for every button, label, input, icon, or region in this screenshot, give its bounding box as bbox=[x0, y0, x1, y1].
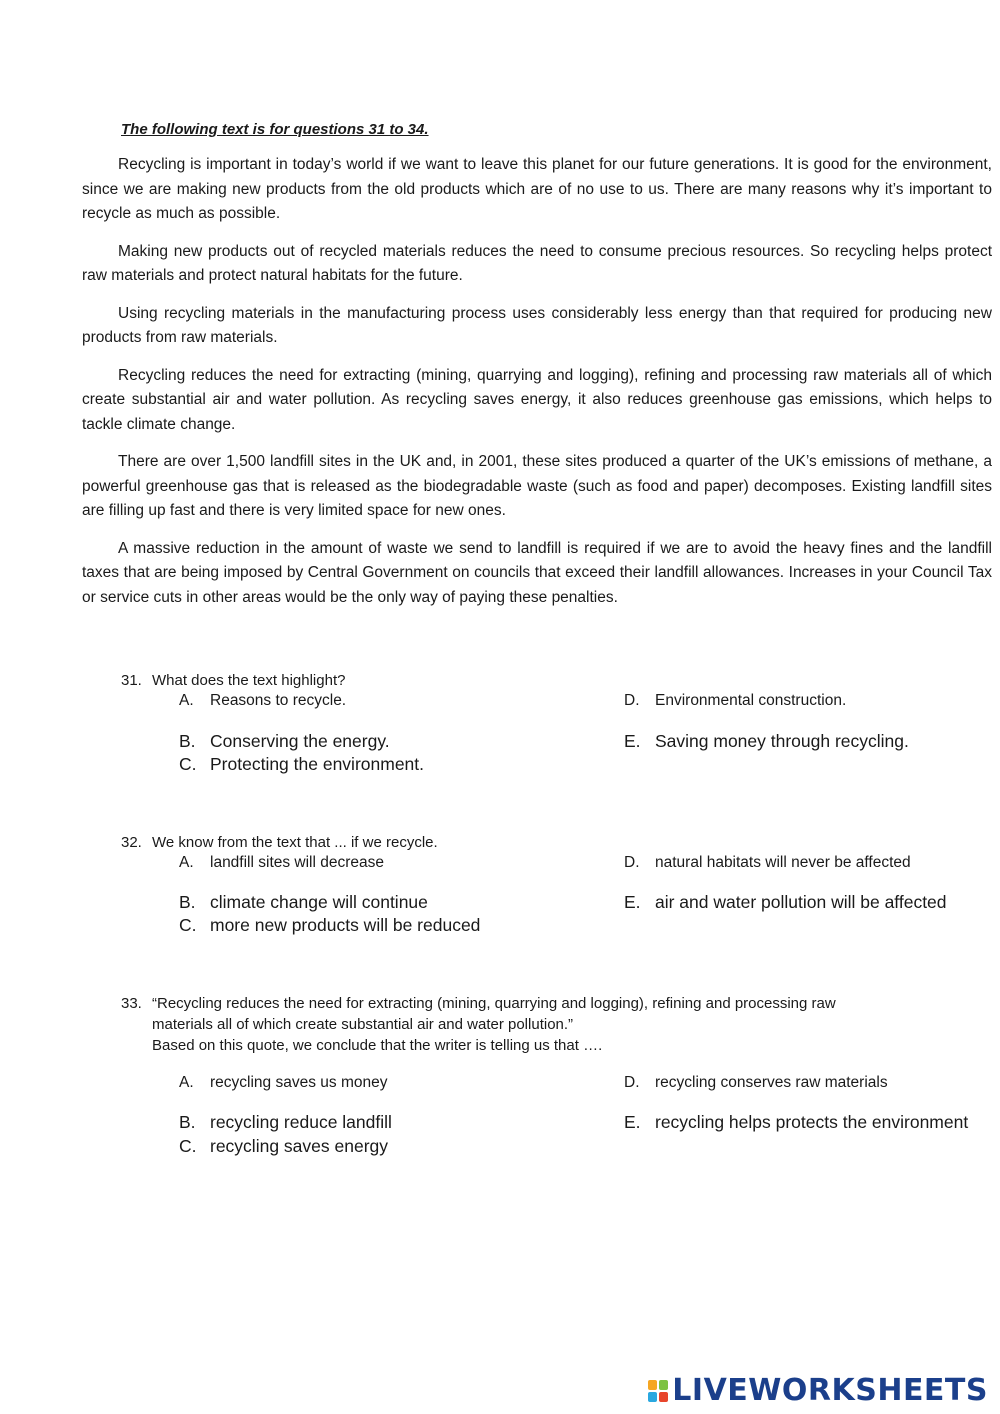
option-text: Saving money through recycling. bbox=[655, 731, 909, 751]
question-31 bbox=[121, 670, 991, 780]
option-letter: D. bbox=[624, 1074, 640, 1091]
question-33 bbox=[121, 993, 991, 1163]
option-letter: A. bbox=[179, 692, 194, 709]
reading-passage bbox=[82, 153, 992, 623]
q31-option-c[interactable] bbox=[179, 754, 424, 775]
option-text: climate change will continue bbox=[210, 892, 428, 912]
passage-paragraph: There are over 1,500 landfill sites in the UK and, in 2001, these sites produced a quarter of the UK’s emissions of methane, a powerful greenhouse gas that is released as the biodegradable waste (such as food and paper) decomposes. Existing landfill sites are filling up fast and there is very limited space for new ones. bbox=[82, 453, 992, 519]
option-text: landfill sites will decrease bbox=[210, 854, 385, 871]
q32-option-e[interactable] bbox=[624, 892, 947, 913]
question-number: 32. bbox=[121, 834, 142, 851]
option-text: Protecting the environment. bbox=[210, 754, 425, 774]
question-number: 31. bbox=[121, 672, 142, 689]
q32-option-c[interactable] bbox=[179, 915, 480, 936]
passage-paragraph: Recycling reduces the need for extracting (mining, quarrying and logging), refining and processing raw materials all of which create substantial air and water pollution. As recycling saves energy, it also reduces greenhouse gas emissions, which helps to tackle climate change. bbox=[82, 366, 992, 433]
logo-square bbox=[659, 1380, 668, 1390]
passage-heading: The following text is for questions 31 to 34. bbox=[121, 121, 429, 138]
option-text: Conserving the energy. bbox=[210, 731, 390, 751]
q31-option-b[interactable] bbox=[179, 731, 390, 752]
q31-option-d[interactable] bbox=[624, 692, 846, 710]
q32-option-a[interactable] bbox=[179, 854, 384, 872]
option-letter: E. bbox=[624, 1112, 641, 1132]
logo-square bbox=[648, 1392, 657, 1402]
option-letter: A. bbox=[179, 854, 194, 871]
logo-square bbox=[659, 1392, 668, 1402]
option-letter: D. bbox=[624, 692, 640, 709]
question-33-stem bbox=[121, 993, 991, 1056]
option-letter: A. bbox=[179, 1074, 194, 1091]
option-letter: C. bbox=[179, 915, 197, 935]
option-letter: B. bbox=[179, 892, 196, 912]
option-text: recycling helps protects the environment bbox=[655, 1112, 969, 1132]
logo-square bbox=[648, 1380, 657, 1390]
question-number: 33. bbox=[121, 995, 142, 1012]
option-text: air and water pollution will be affected bbox=[655, 892, 947, 912]
q33-option-a[interactable] bbox=[179, 1074, 387, 1092]
q33-option-e[interactable] bbox=[624, 1112, 968, 1133]
question-text: materials all of which create substantial air and water pollution.” bbox=[152, 1016, 574, 1033]
option-text: recycling saves us money bbox=[210, 1074, 388, 1091]
option-letter: B. bbox=[179, 1112, 196, 1132]
option-letter: D. bbox=[624, 854, 640, 871]
question-text: We know from the text that ... if we recycle. bbox=[152, 834, 438, 851]
q33-option-c[interactable] bbox=[179, 1136, 388, 1157]
option-letter: C. bbox=[179, 754, 197, 774]
question-32-stem bbox=[121, 832, 991, 853]
q32-option-d[interactable] bbox=[624, 854, 911, 872]
q33-option-b[interactable] bbox=[179, 1112, 392, 1133]
question-text: “Recycling reduces the need for extracting (mining, quarrying and logging), refining and processing raw bbox=[152, 995, 836, 1012]
liveworksheets-logo-icon bbox=[647, 1379, 669, 1403]
passage-paragraph: Making new products out of recycled materials reduces the need to consume precious resources. So recycling helps protect raw materials and protect natural habitats for the future. bbox=[82, 242, 992, 284]
option-text: recycling saves energy bbox=[210, 1136, 388, 1156]
option-text: recycling reduce landfill bbox=[210, 1112, 392, 1132]
question-text: What does the text highlight? bbox=[152, 672, 346, 689]
option-letter: B. bbox=[179, 731, 196, 751]
option-letter: C. bbox=[179, 1136, 197, 1156]
q31-option-a[interactable] bbox=[179, 692, 346, 710]
option-text: Reasons to recycle. bbox=[210, 692, 347, 709]
q32-option-b[interactable] bbox=[179, 892, 428, 913]
q31-option-e[interactable] bbox=[624, 731, 909, 752]
option-letter: E. bbox=[624, 731, 641, 751]
option-letter: E. bbox=[624, 892, 641, 912]
question-31-stem bbox=[121, 670, 991, 691]
option-text: recycling conserves raw materials bbox=[655, 1074, 888, 1091]
liveworksheets-logo[interactable] bbox=[647, 1373, 988, 1408]
q33-option-d[interactable] bbox=[624, 1074, 888, 1092]
logo-text: LIVEWORKSHEETS bbox=[672, 1373, 988, 1408]
question-32 bbox=[121, 832, 991, 942]
question-text: Based on this quote, we conclude that the writer is telling us that …. bbox=[152, 1037, 603, 1054]
option-text: natural habitats will never be affected bbox=[655, 854, 911, 871]
passage-paragraph: Recycling is important in today’s world if we want to leave this planet for our future generations. It is good for the environment, since we are making new products from the old products which are of no use to us. There are many reasons why it’s important to recycle as much as possible. bbox=[82, 156, 992, 222]
passage-paragraph: Using recycling materials in the manufacturing process uses considerably less energy than that required for producing new products from raw materials. bbox=[82, 304, 992, 346]
option-text: Environmental construction. bbox=[655, 692, 847, 709]
passage-paragraph: A massive reduction in the amount of waste we send to landfill is required if we are to avoid the heavy fines and the landfill taxes that are being imposed by Central Government on councils that exceed their landfill allowances. Increases in your Council Tax or service cuts in other areas would be the only way of paying these penalties. bbox=[82, 539, 992, 606]
option-text: more new products will be reduced bbox=[210, 915, 481, 935]
